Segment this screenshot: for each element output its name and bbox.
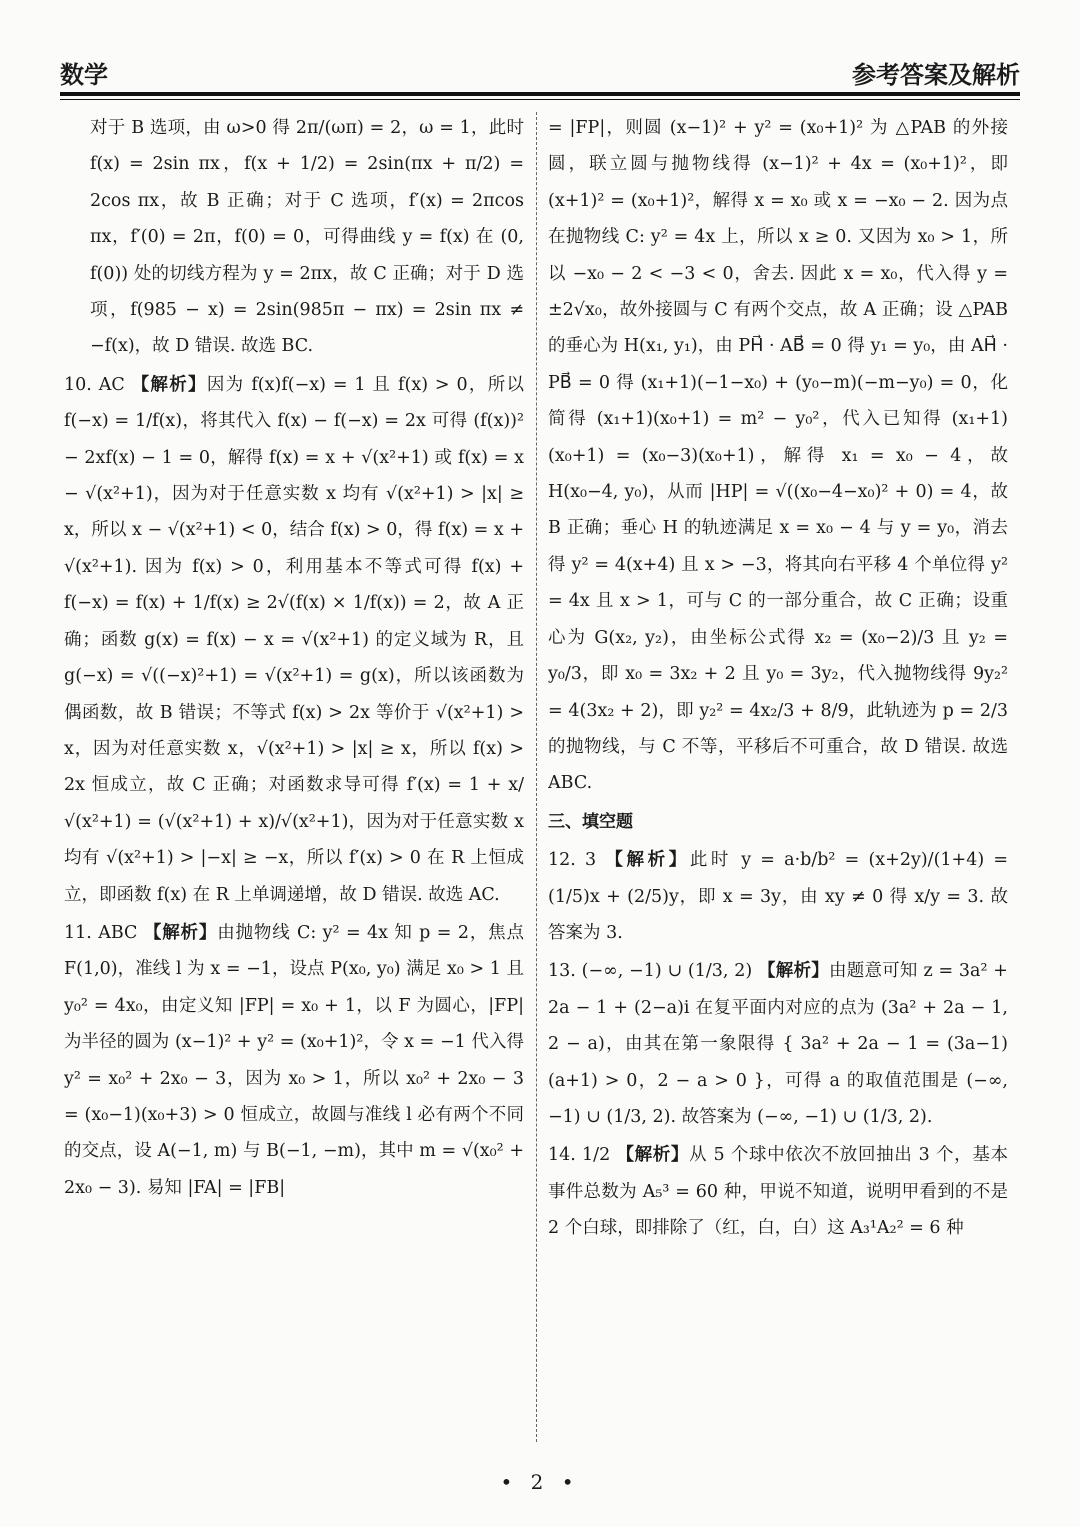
continuation-text (548, 110, 1008, 802)
analysis-text: 此时 y = a·b/b² = (x+2y)/(1+4) = (1/5)x + (2/5)y，即 x = 3y，由 xy ≠ 0 得 x/y = 3. 故答案为 3. (548, 850, 1008, 943)
answer-number: 13. (−∞, −1) ∪ (1/3, 2) (548, 961, 753, 982)
page-header (60, 52, 1020, 90)
analysis-tag: 【解析】 (758, 961, 829, 982)
analysis-tag: 【解析】 (616, 1145, 690, 1166)
right-column (548, 110, 1008, 1470)
continuation-text (64, 110, 524, 365)
answer-number: 14. 1/2 (548, 1145, 611, 1166)
analysis-tag: 【解析】 (605, 850, 690, 871)
answer-item (64, 367, 524, 913)
section-heading-text: 三、填空题 (548, 811, 633, 832)
answer-number: 10. AC (64, 374, 125, 395)
answer-item (548, 953, 1008, 1135)
header-rule-thick (60, 92, 1020, 96)
analysis-text: 因为 f(x)f(−x) = 1 且 f(x) > 0，所以 f(−x) = 1/f(x)，将其代入 f(x) − f(−x) = 2x 可得 (f(x))² − 2xf(x) − 1 = 0，解得 f(x) = x + √(x²+1) 或 f(x) = x − √(x²+1)，因为对于任意实数 x 均有 √(x²+1) > |x| ≥ x，所以 x − √(x²+1) < 0，结合 f(x) > 0，得 f(x) = x + √(x²+1). 因为 f(x) > 0，利用基本不等式可得 f(x) + f(−x) = f(x) + 1/f(x) ≥ 2√(f(x) × 1/f(x)) = 2，故 A 正确；函数 g(x) = f(x) − x = √(x²+1) 的定义域为 R，且 g(−x) = √((−x)²+1) = √(x²+1) = g(x)，所以该函数为偶函数，故 B 错误；不等式 f(x) > 2x 等价于 √(x²+1) > x，因为对任意实数 x，√(x²+1) > |x| ≥ x，所以 f(x) > 2x 恒成立，故 C 正确；对函数求导可得 f′(x) = 1 + x/√(x²+1) = (√(x²+1) + x)/√(x²+1)，因为对于任意实数 x 均有 √(x²+1) > |−x| ≥ −x，所以 f′(x) > 0 在 R 上恒成立，即函数 f(x) 在 R 上单调递增，故 D 错误. 故选 AC. (64, 374, 524, 905)
analysis-text: 由题意可知 z = 3a² + 2a − 1 + (2−a)i 在复平面内对应的点为 (3a² + 2a − 1, 2 − a)，由其在第一象限得 { 3a² + 2a − 1 = (3a−1)(a+1) > 0，2 − a > 0 }，可得 a 的取值范围是 (−∞, −1) ∪ (1/3, 2). 故答案为 (−∞, −1) ∪ (1/3, 2). (548, 961, 1008, 1127)
paragraph-text: 对于 B 选项，由 ω>0 得 2π/(ωπ) = 2，ω = 1，此时 f(x) = 2sin πx，f(x + 1/2) = 2sin(πx + π/2) = 2cos πx，故 B 正确；对于 C 选项，f′(x) = 2πcos πx，f′(0) = 2π，f(0) = 0，可得曲线 y = f(x) 在 (0, f(0)) 处的切线方程为 y = 2πx，故 C 正确；对于 D 选项，f(985 − x) = 2sin(985π − πx) = 2sin πx ≠ −f(x)，故 D 错误. 故选 BC. (90, 118, 524, 357)
column-divider (536, 112, 537, 1442)
header-rule-thin (60, 99, 1020, 100)
section-heading (548, 804, 1008, 840)
answer-item (548, 842, 1008, 951)
page-number: • 2 • (500, 1470, 580, 1494)
answer-item (64, 915, 524, 1206)
analysis-text: 从 5 个球中依次不放回抽出 3 个，基本事件总数为 A₅³ = 60 种，甲说不知道，说明甲看到的不是 2 个白球，即排除了（红，白，白）这 A₃¹A₂² = 6 种 (548, 1145, 1008, 1239)
paragraph-text: = |FP|，则圆 (x−1)² + y² = (x₀+1)² 为 △PAB 的外接圆，联立圆与抛物线得 (x−1)² + 4x = (x₀+1)²，即 (x+1)² = (x₀+1)²，解得 x = x₀ 或 x = −x₀ − 2. 因为点在抛物线 C: y² = 4x 上，所以 x ≥ 0. 又因为 x₀ > 1，所以 −x₀ − 2 < −3 < 0，舍去. 因此 x = x₀，代入得 y = ±2√x₀，故外接圆与 C 有两个交点，故 A 正确；设 △PAB 的垂心为 H(x₁, y₁)，由 PH⃗ · AB⃗ = 0 得 y₁ = y₀，由 AH⃗ · PB⃗ = 0 得 (x₁+1)(−1−x₀) + (y₀−m)(−m−y₀) = 0，化简得 (x₁+1)(x₀+1) = m² − y₀²，代入已知得 (x₁+1)(x₀+1) = (x₀−3)(x₀+1)，解得 x₁ = x₀ − 4，故 H(x₀−4, y₀)，从而 |HP| = √((x₀−4−x₀)² + 0) = 4，故 B 正确；垂心 H 的轨迹满足 x = x₀ − 4 与 y = y₀，消去得 y² = 4(x+4) 且 x > −3，将其向右平移 4 个单位得 y² = 4x 且 x > 1，可与 C 的一部分重合，故 C 正确；设重心为 G(x₂, y₂)，由坐标公式得 x₂ = (x₀−2)/3 且 y₂ = y₀/3，即 x₀ = 3x₂ + 2 且 y₀ = 3y₂，代入抛物线得 9y₂² = 4(3x₂ + 2)，即 y₂² = 4x₂/3 + 8/9，此轨迹为 p = 2/3 的抛物线，与 C 不等，平移后不可重合，故 D 错误. 故选 ABC. (548, 118, 1008, 794)
subject-label: 数学 (60, 61, 108, 89)
analysis-text: 由抛物线 C: y² = 4x 知 p = 2，焦点 F(1,0)，准线 l 为 x = −1，设点 P(x₀, y₀) 满足 x₀ > 1 且 y₀² = 4x₀，由定义知 |FP| = x₀ + 1，以 F 为圆心，|FP| 为半径的圆为 (x−1)² + y² = (x₀+1)²，令 x = −1 代入得 y² = x₀² + 2x₀ − 3，因为 x₀ > 1，所以 x₀² + 2x₀ − 3 = (x₀−1)(x₀+3) > 0 恒成立，故圆与准线 l 必有两个不同的交点，设 A(−1, m) 与 B(−1, −m)，其中 m = √(x₀² + 2x₀ − 3). 易知 |FA| = |FB| (64, 922, 524, 1198)
analysis-tag: 【解析】 (143, 922, 218, 943)
answer-number: 12. 3 (548, 850, 597, 871)
answer-item (548, 1137, 1008, 1246)
answer-number: 11. ABC (64, 922, 138, 943)
left-column (64, 110, 524, 1470)
section-title: 参考答案及解析 (852, 61, 1020, 89)
analysis-tag: 【解析】 (131, 374, 207, 395)
